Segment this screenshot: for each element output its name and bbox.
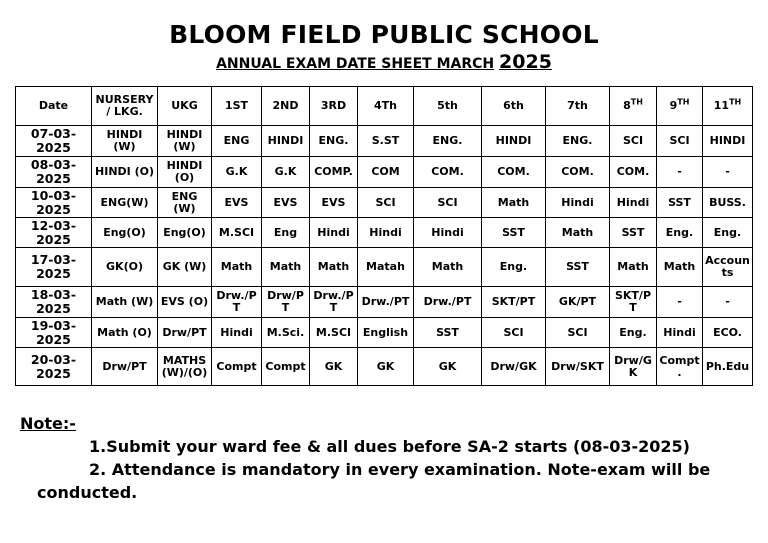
subject-cell: Math (546, 218, 610, 248)
subject-cell: Drw/GK (610, 348, 657, 386)
subject-cell: EVS (310, 188, 358, 218)
column-header (414, 87, 482, 126)
subject-cell: Hindi (212, 318, 262, 348)
subject-cell: SKT/PT (482, 287, 546, 318)
column-header (92, 87, 158, 126)
column-header-label: 3RD (320, 99, 347, 112)
subject-cell: Eng. (657, 218, 703, 248)
subject-cell: Drw/PT (262, 287, 310, 318)
note-line-2-cont: conducted. (37, 483, 138, 502)
column-header-label: NURSERY/ LKG. (95, 93, 154, 118)
subject-cell: Compt (262, 348, 310, 386)
subtitle-text: ANNUAL EXAM DATE SHEET MARCH (216, 56, 495, 72)
subject-cell: BUSS. (703, 188, 753, 218)
table-row (16, 287, 753, 318)
subject-cell: Compt (212, 348, 262, 386)
subject-cell: EVS (212, 188, 262, 218)
subject-cell: Hindi (358, 218, 414, 248)
subject-cell: Math (262, 248, 310, 287)
subject-cell: HINDI (W) (158, 126, 212, 157)
subject-cell: Hindi (657, 318, 703, 348)
subject-cell: Math (W) (92, 287, 158, 318)
subject-cell: COM. (414, 157, 482, 188)
note-line-1: 1.Submit your ward fee & all dues before SA-2 starts (08-03-2025) (89, 437, 690, 456)
subject-cell: COM. (482, 157, 546, 188)
subject-cell: COMP. (310, 157, 358, 188)
subject-cell: SKT/PT (610, 287, 657, 318)
subject-cell: SCI (546, 318, 610, 348)
subject-cell: GK (358, 348, 414, 386)
subject-cell: EVS (262, 188, 310, 218)
column-header (358, 87, 414, 126)
table-header-row (16, 87, 753, 126)
column-header-label: 7th (567, 99, 588, 112)
subject-cell: ENG. (310, 126, 358, 157)
subject-cell: GK/PT (546, 287, 610, 318)
column-header-label: 6th (503, 99, 524, 112)
subject-cell: SST (610, 218, 657, 248)
subject-cell: S.ST (358, 126, 414, 157)
subject-cell: Eng. (482, 248, 546, 287)
subject-cell: Hindi (546, 188, 610, 218)
subject-cell: Drw./PT (212, 287, 262, 318)
column-header (657, 87, 703, 126)
subject-cell: HINDI (482, 126, 546, 157)
subject-cell: COM. (546, 157, 610, 188)
subject-cell: Eng. (610, 318, 657, 348)
subject-cell: SST (482, 218, 546, 248)
subject-cell: COM. (610, 157, 657, 188)
subject-cell: Math (414, 248, 482, 287)
subject-cell: Accounts (703, 248, 753, 287)
subject-cell: Drw/SKT (546, 348, 610, 386)
exam-date-cell: 08-03-2025 (16, 157, 92, 188)
subject-cell: Hindi (610, 188, 657, 218)
subject-cell: GK (414, 348, 482, 386)
column-header (262, 87, 310, 126)
column-header-suffix: TH (677, 97, 690, 107)
column-header-label: 4Th (374, 99, 397, 112)
subject-cell: Math (212, 248, 262, 287)
subject-cell: - (703, 157, 753, 188)
exam-date-cell: 19-03-2025 (16, 318, 92, 348)
subject-cell: HINDI (262, 126, 310, 157)
table-row (16, 348, 753, 386)
subject-cell: M.SCI (310, 318, 358, 348)
subject-cell: HINDI (703, 126, 753, 157)
date-sheet-table (15, 86, 753, 386)
subject-cell: SST (657, 188, 703, 218)
subject-cell: GK (W) (158, 248, 212, 287)
column-header (16, 87, 92, 126)
subject-cell: - (657, 157, 703, 188)
subject-cell: Eng. (703, 218, 753, 248)
subject-cell: MATHS (W)/(O) (158, 348, 212, 386)
subject-cell: Drw/PT (92, 348, 158, 386)
subject-cell: GK (310, 348, 358, 386)
subject-cell: SCI (482, 318, 546, 348)
subject-cell: Drw/GK (482, 348, 546, 386)
column-header-label: 11 (713, 99, 730, 112)
exam-date-cell: 18-03-2025 (16, 287, 92, 318)
note-line-2: 2. Attendance is mandatory in every examination. Note-exam will be (89, 460, 711, 479)
column-header (158, 87, 212, 126)
subject-cell: Math (310, 248, 358, 287)
subject-cell: Hindi (414, 218, 482, 248)
subject-cell: Math (O) (92, 318, 158, 348)
subject-cell: Math (657, 248, 703, 287)
subject-cell: English (358, 318, 414, 348)
column-header-suffix: TH (729, 97, 742, 107)
subject-cell: ENG(W) (92, 188, 158, 218)
subject-cell: - (657, 287, 703, 318)
subject-cell: Eng(O) (158, 218, 212, 248)
subject-cell: ENG. (546, 126, 610, 157)
column-header (310, 87, 358, 126)
column-header-label: 9 (669, 99, 678, 112)
column-header-label: UKG (171, 99, 198, 112)
subject-cell: M.Sci. (262, 318, 310, 348)
subject-cell: EVS (O) (158, 287, 212, 318)
column-header (546, 87, 610, 126)
exam-date-cell: 07-03-2025 (16, 126, 92, 157)
exam-date-cell: 17-03-2025 (16, 248, 92, 287)
subject-cell: Drw./PT (414, 287, 482, 318)
column-header (610, 87, 657, 126)
column-header-label: Date (38, 99, 69, 112)
subject-cell: Ph.Edu (703, 348, 753, 386)
column-header-label: 8 (623, 99, 631, 112)
note-heading: Note:- (20, 414, 76, 433)
subject-cell: HINDI (O) (158, 157, 212, 188)
subject-cell: SCI (657, 126, 703, 157)
table-row (16, 318, 753, 348)
subject-cell: Drw/PT (158, 318, 212, 348)
column-header-label: 2ND (272, 99, 299, 112)
subject-cell: G.K (212, 157, 262, 188)
subject-cell: SCI (414, 188, 482, 218)
subject-cell: Compt. (657, 348, 703, 386)
table-row (16, 218, 753, 248)
column-header (703, 87, 753, 126)
subject-cell: ECO. (703, 318, 753, 348)
subject-cell: Eng(O) (92, 218, 158, 248)
subject-cell: HINDI (W) (92, 126, 158, 157)
subject-cell: ENG (212, 126, 262, 157)
subject-cell: SST (546, 248, 610, 287)
subject-cell: Matah (358, 248, 414, 287)
subtitle-year: 2025 (499, 51, 552, 73)
subject-cell: COM (358, 157, 414, 188)
subject-cell: Math (482, 188, 546, 218)
column-header (482, 87, 546, 126)
subject-cell: Drw./PT (310, 287, 358, 318)
subject-cell: GK(O) (92, 248, 158, 287)
subject-cell: Math (610, 248, 657, 287)
subject-cell: Eng (262, 218, 310, 248)
exam-date-cell: 20-03-2025 (16, 348, 92, 386)
school-name: BLOOM FIELD PUBLIC SCHOOL (169, 20, 599, 49)
exam-date-cell: 12-03-2025 (16, 218, 92, 248)
table-row (16, 126, 753, 157)
table-row (16, 157, 753, 188)
exam-date-cell: 10-03-2025 (16, 188, 92, 218)
subject-cell: G.K (262, 157, 310, 188)
subject-cell: SCI (358, 188, 414, 218)
column-header-label: 1ST (224, 99, 249, 112)
table-row (16, 248, 753, 287)
subject-cell: Drw./PT (358, 287, 414, 318)
subject-cell: Hindi (310, 218, 358, 248)
subject-cell: SST (414, 318, 482, 348)
date-sheet-subtitle (0, 51, 768, 73)
column-header-label: 5th (437, 99, 458, 112)
column-header-suffix: TH (630, 97, 643, 107)
subject-cell: SCI (610, 126, 657, 157)
subject-cell: HINDI (O) (92, 157, 158, 188)
subject-cell: M.SCI (212, 218, 262, 248)
subject-cell: ENG (W) (158, 188, 212, 218)
column-header (212, 87, 262, 126)
table-row (16, 188, 753, 218)
subject-cell: ENG. (414, 126, 482, 157)
subject-cell: - (703, 287, 753, 318)
